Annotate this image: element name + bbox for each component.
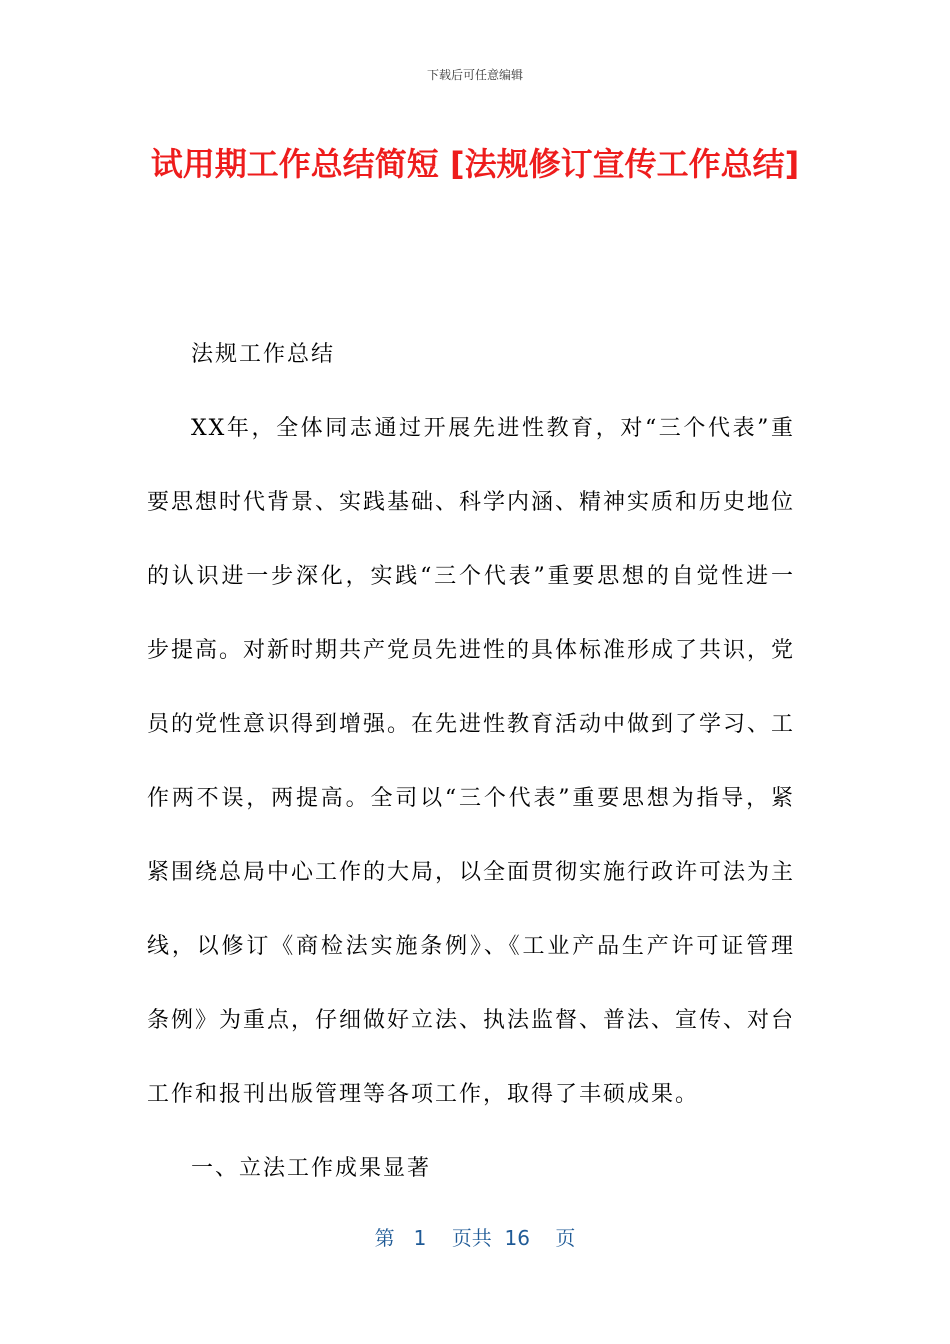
footer-middle: 页共 [451,1226,492,1250]
document-body [147,318,795,1206]
section-heading: 法规工作总结 [191,342,336,367]
section-heading: 一、立法工作成果显著 [191,1156,432,1181]
footer-current-page: 1 [413,1226,427,1250]
body-paragraph: XX年，全体同志通过开展先进性教育，对“三个代表”重要思想时代背景、实践基础、科学内涵、精神实质和历史地位的认识进一步深化，实践“三个代表”重要思想的自觉性进一步提高。对新时期共产党员先进性的具体标准形成了共识，党员的党性意识得到增强。在先进性教育活动中做到了学习、工作两不误，两提高。全司以“三个代表”重要思想为指导，紧紧围绕总局中心工作的大局，以全面贯彻实施行政许可法为主线，以修订《商检法实施条例》、《工业产品生产许可证管理条例》为重点，仔细做好立法、执法监督、普法、宣传、对台工作和报刊出版管理等各项工作，取得了丰硕成果。 [147,416,796,1107]
header-note: 下载后可任意编辑 [426,68,523,82]
footer-suffix: 页 [555,1226,576,1250]
page-footer [0,1224,950,1252]
footer-total-pages: 16 [504,1226,530,1250]
footer-prefix: 第 [374,1226,395,1250]
document-title: 试用期工作总结简短 [法规修订宣传工作总结] [150,145,800,183]
